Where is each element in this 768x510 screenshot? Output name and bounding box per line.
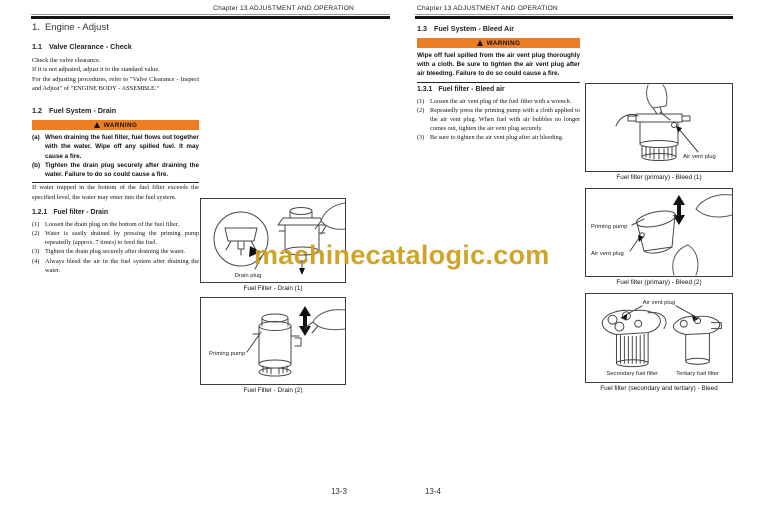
warning-box [417,38,580,83]
warning-item: (b) Tighten the drain plug securely after draining the water. Failure to do so could cause a fire. [32,161,199,178]
figure-frame [585,293,733,383]
warning-label: WARNING [486,39,521,47]
list-item: (3) Tighten the drain plug securely after draining the water. [32,248,186,256]
air-vent-plug-label: Air vent plug [642,299,676,306]
right-page-number: 13-4 [424,487,441,496]
priming-pump-label: Priming pump [591,224,628,230]
figure-caption: Fuel Filter - Drain (2) [243,387,303,394]
priming-pump-label: Priming pump [209,351,246,357]
list-item: (1) Loosen the air vent plug of the fuel filter with a wrench. [417,97,572,105]
heading-valve-clearance-check: 1.1 Valve Clearance - Check [32,42,132,51]
list-item: (3) Be sure to tighten the air vent plug after air bleeding. [417,134,564,142]
secondary-fuel-filter-label: Secondary fuel filter [606,371,659,378]
paragraph: For the adjusting procedures, refer to "Valve Clearance - Inspect and Adjust" of "ENGINE BODY - ASSEMBLE." [32,75,199,92]
figure-fuel-filter-drain-2 [200,297,346,394]
watermark-text: machinecatalogic.com [254,240,550,270]
figure-frame [200,297,346,385]
section-number: 1. [32,22,40,33]
right-text-column [417,24,580,143]
warning-item: (a) When draining the fuel filter, fuel flows out together with the water. Wipe off any spilled fuel. It may cause a fire. [32,134,199,160]
warning-banner [32,120,199,130]
figure-caption: Fuel filter (primary) - Bleed (2) [616,279,702,286]
list-item: (1) Loosen the drain plug on the bottom of the fuel filter. [32,220,180,228]
left-page-header: Chapter 13 ADJUSTMENT AND OPERATION [213,5,354,12]
figure-caption: Fuel Filter - Drain (1) [243,285,303,292]
figure-primary-bleed-2 [585,188,733,286]
left-header-rule [31,14,390,19]
figure-caption: Fuel filter (primary) - Bleed (1) [616,174,702,181]
paragraph: If it is not adjusted, adjust it to the standard value. [32,66,160,74]
warning-triangle-icon [94,122,100,128]
figure-caption: Fuel filter (secondary and tertiary) - Bleed [600,385,718,392]
heading-fuel-filter-bleed-air: 1.3.1 Fuel filter - Bleed air [417,85,505,93]
heading-fuel-system-bleed-air: 1.3 Fuel System - Bleed Air [417,24,515,33]
drain-steps-list [32,220,199,275]
figure-secondary-tertiary-bleed [585,293,733,392]
right-header-rule [415,14,733,19]
air-vent-plug-label: Air vent plug [683,154,716,160]
list-item: (2) Repeatedly press the priming pump with a cloth applied to the air vent plug. When fuel with air bubbles no longer comes out, tighten the air vent plug securely. [417,106,580,133]
left-text-column [32,22,199,275]
figure-frame [585,83,733,172]
tertiary-fuel-filter-label: Tertiary fuel filter [676,371,719,378]
warning-body [32,133,199,183]
heading-fuel-filter-drain: 1.2.1 Fuel filter - Drain [32,208,109,216]
list-item: (2) Water is easily drained by pressing the priming pump repeatedly (approx. 7 times) to feed the fuel. [32,230,199,247]
left-page-number: 13-3 [330,487,347,496]
warning-text: Wipe off fuel spilled from the air vent plug thoroughly with a cloth. Be sure to tighten the air vent plug after air bleeding. Failure to do so could cause a fire. [417,51,580,83]
paragraph: Check the valve clearance. [32,57,101,64]
air-vent-plug-label: Air vent plug [591,251,624,257]
list-item: (4) Always bleed the air in the fuel system after draining the water. [32,257,199,274]
fuel-filter-primary-bleed-illustration-2 [586,189,732,276]
section-label: Engine - Adjust [44,22,109,33]
fuel-filter-secondary-tertiary-illustration [586,294,732,382]
bleed-steps-list [417,97,580,143]
warning-banner [417,38,580,48]
drain-plug-label: Drain plug [234,273,262,279]
figure-primary-bleed-1 [585,83,733,181]
figure-frame [585,188,733,277]
heading-fuel-system-drain: 1.2 Fuel System - Drain [32,106,117,116]
note-paragraph: If water trapped in the bottom of the fuel filter exceeds the specified level, the water may enter into the fuel system. [32,184,199,201]
warning-label: WARNING [103,121,138,129]
warning-triangle-icon [477,40,483,46]
warning-box [32,120,199,183]
fuel-filter-drain-illustration-2 [201,298,345,384]
section-title-engine-adjust [32,22,199,33]
right-page-header: Chapter 13 ADJUSTMENT AND OPERATION [417,5,558,12]
fuel-filter-primary-bleed-illustration-1 [586,84,732,171]
